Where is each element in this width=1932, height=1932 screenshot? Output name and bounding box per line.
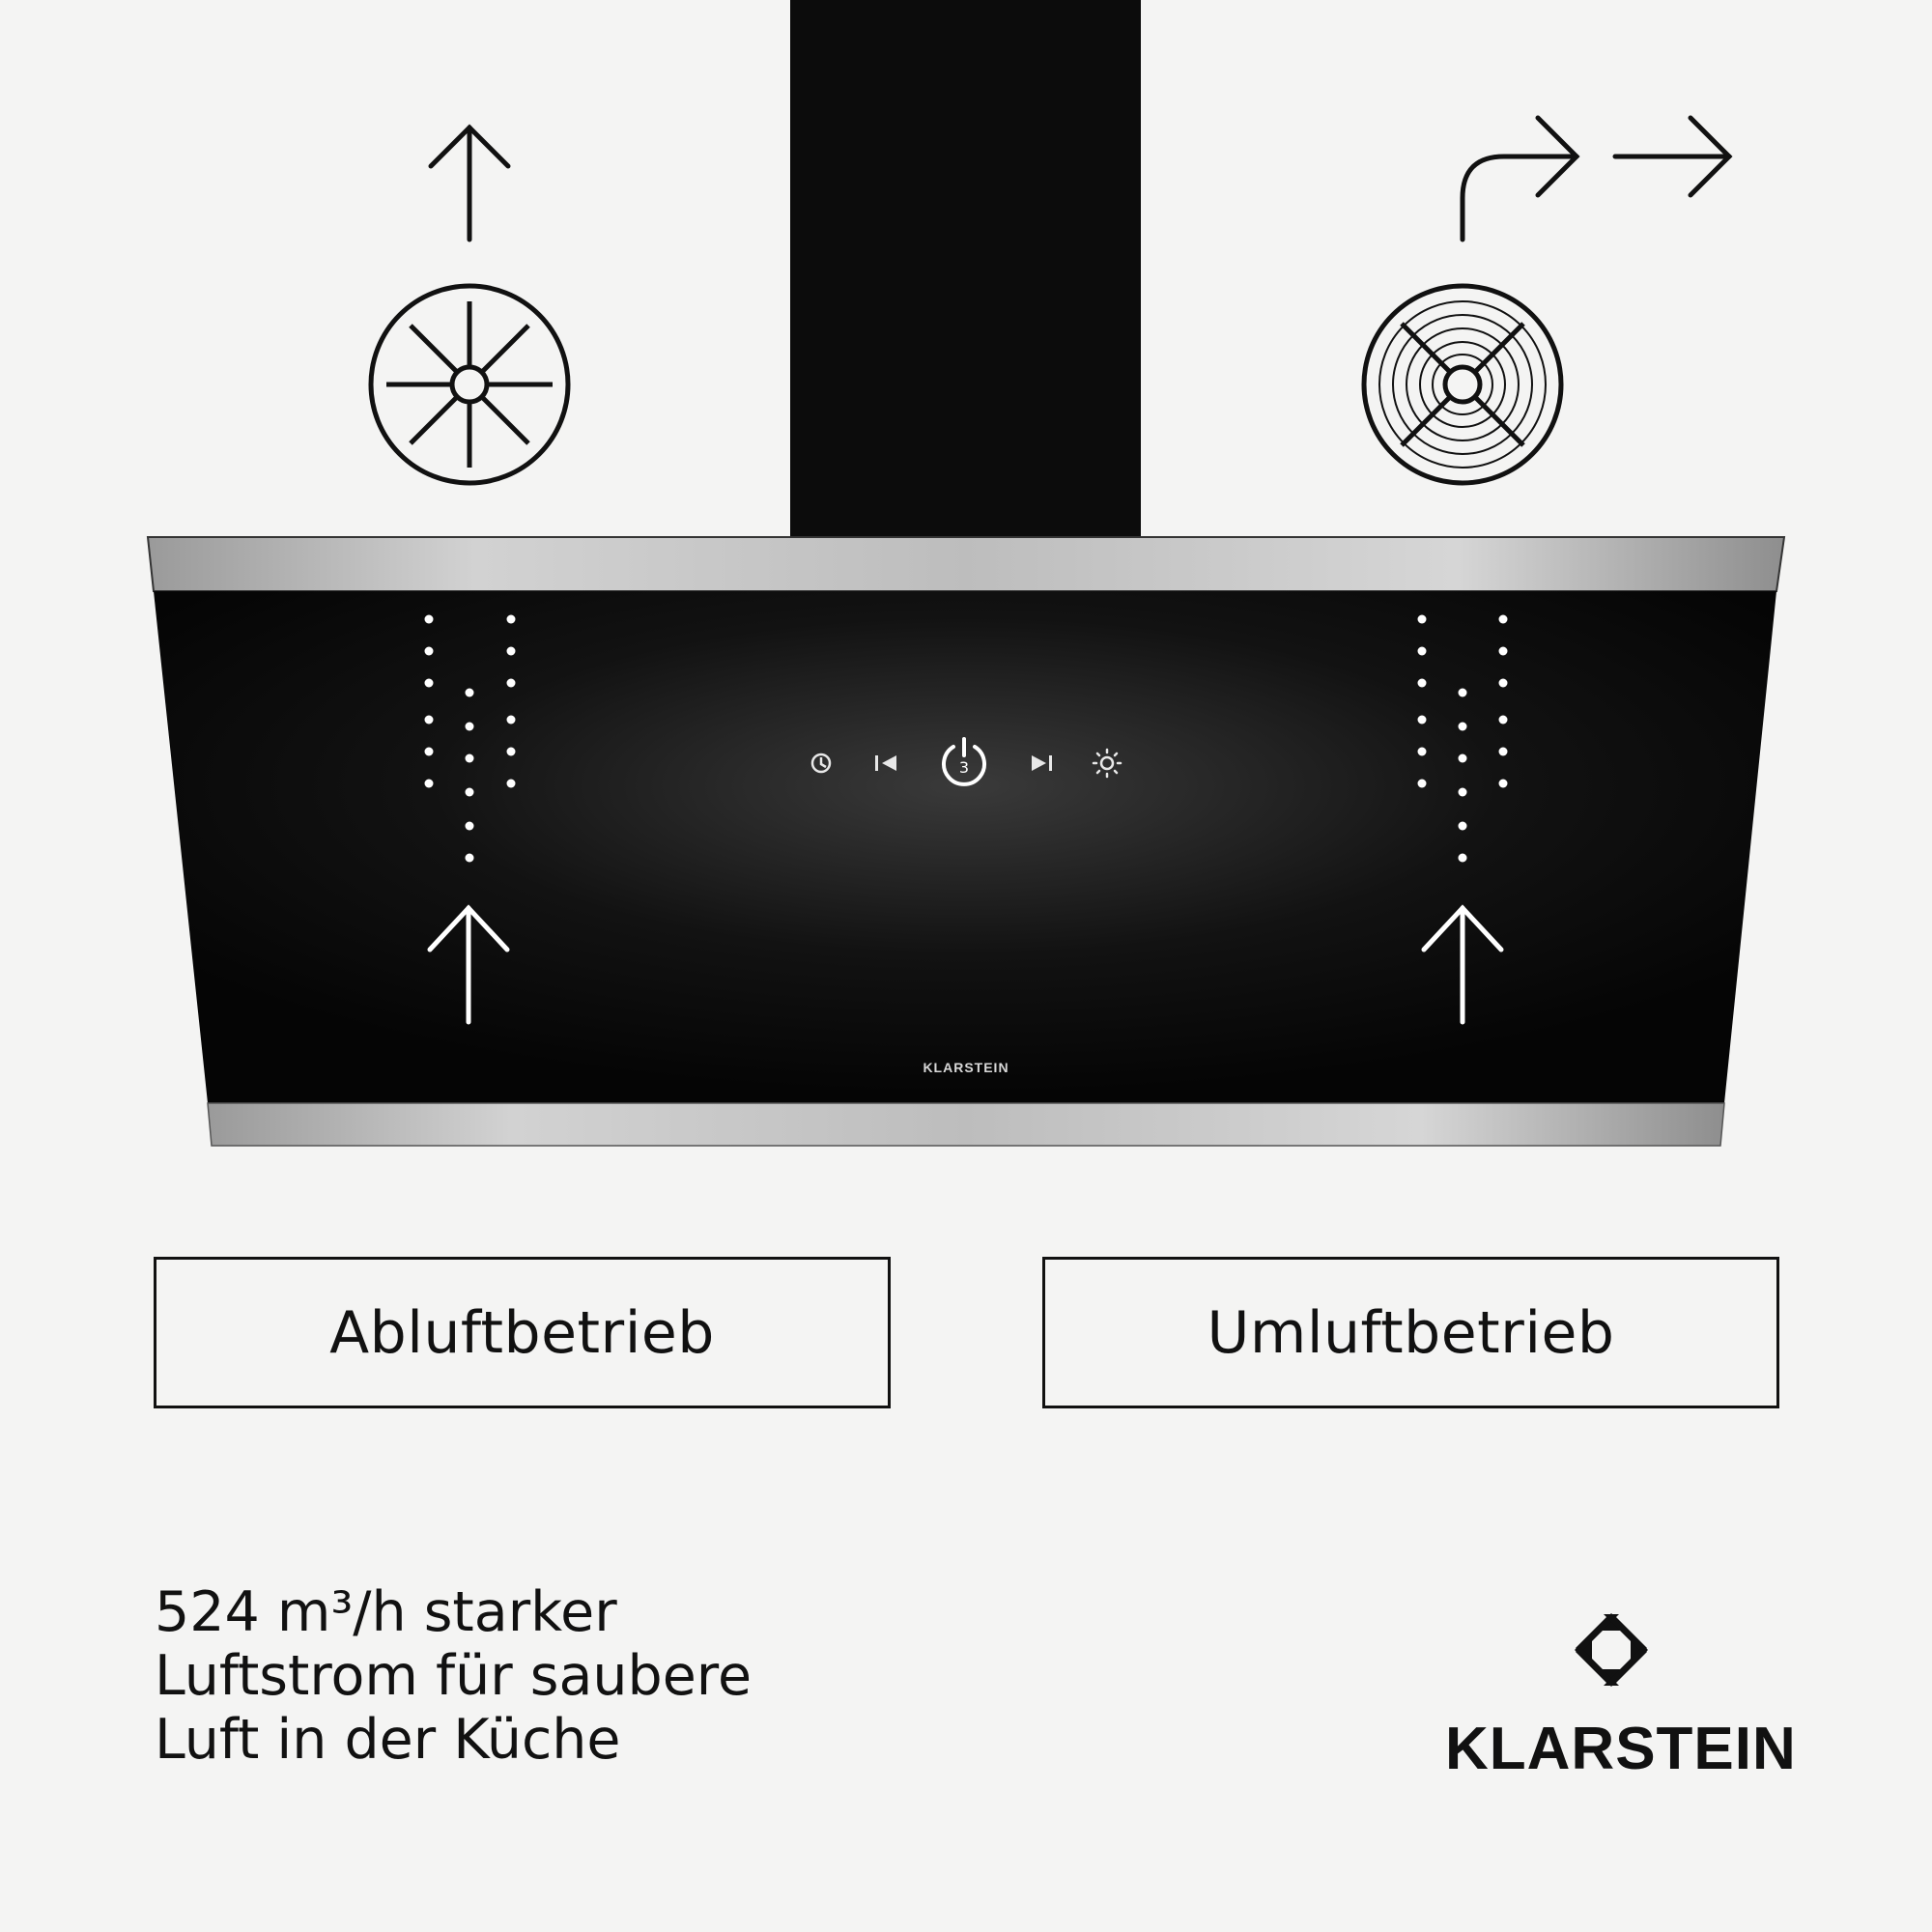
mode-exhaust-box (154, 1257, 891, 1408)
hood-bottom-trim (208, 1103, 1724, 1146)
mode-recirculation-box (1042, 1257, 1779, 1408)
hood-glass-panel (154, 591, 1776, 1103)
feature-description (155, 1580, 752, 1772)
hood-chimney (790, 0, 1141, 541)
arrow-up-icon (431, 128, 508, 240)
arrow-bend-right-icon (1463, 118, 1577, 240)
klarstein-wordmark: KLARSTEIN (1445, 1716, 1797, 1782)
hood-brand-label: KLARSTEIN (923, 1060, 1009, 1075)
fan-filter-icon (1364, 286, 1561, 483)
description-line-2: Luftstrom für saubere (155, 1644, 753, 1708)
fan-exhaust-icon (371, 286, 568, 483)
klarstein-logo-mark (1575, 1613, 1648, 1687)
power-level-display: 3 (958, 758, 970, 777)
description-line-1: 524 m³/h starker (155, 1580, 617, 1644)
mode-recirculation-label: Umluftbetrieb (1207, 1298, 1615, 1367)
mode-exhaust-label: Abluftbetrieb (329, 1298, 715, 1367)
hood-top-trim (148, 537, 1784, 591)
description-line-3: Luft in der Küche (155, 1708, 621, 1772)
arrow-right-icon (1615, 118, 1729, 195)
